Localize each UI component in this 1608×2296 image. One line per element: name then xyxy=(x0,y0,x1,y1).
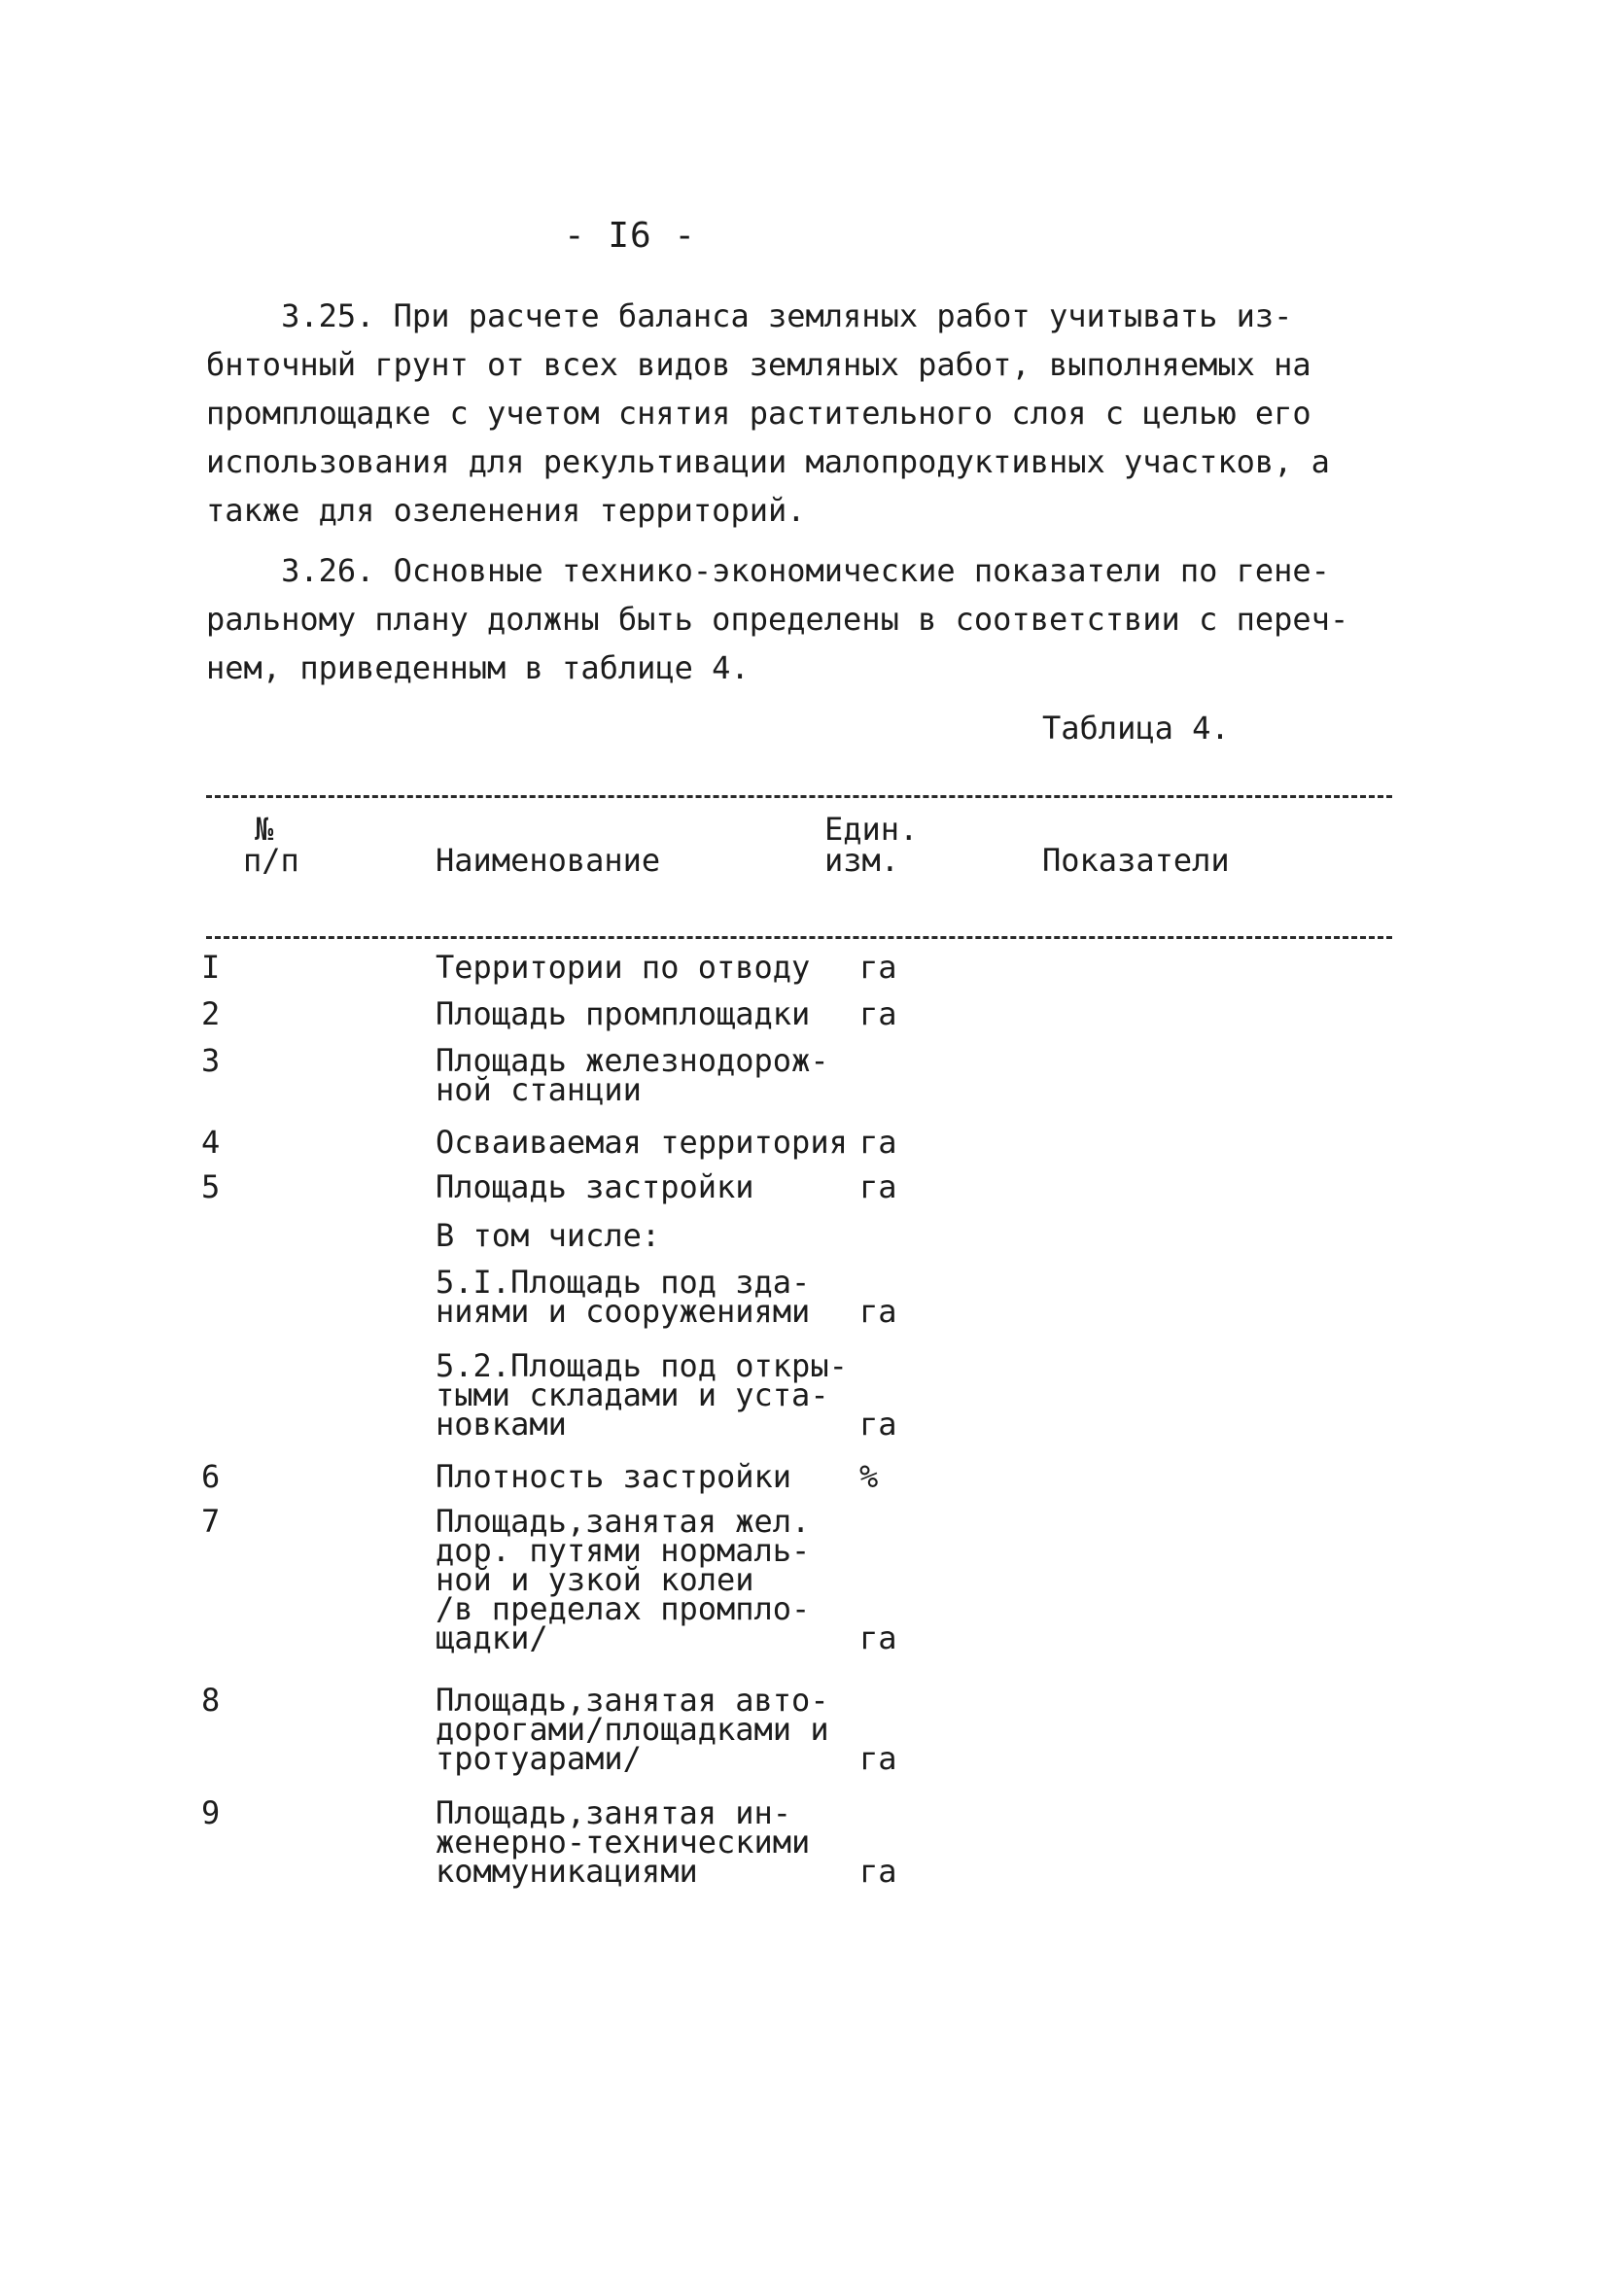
row-name-line: Площадь,занятая жел. xyxy=(436,1503,811,1540)
row-name-line: тыми складами и уста- xyxy=(436,1376,829,1413)
row-name xyxy=(436,1168,754,1205)
row-name xyxy=(436,1794,811,1890)
row-unit: га xyxy=(859,1124,897,1161)
paragraph-3-26 xyxy=(206,546,1412,692)
row-name-line: дорогами/площадками и xyxy=(436,1711,829,1748)
row-unit: га xyxy=(859,949,897,986)
row-name-line: Территории по отводу xyxy=(436,949,811,986)
table-caption: Таблица 4. xyxy=(1042,710,1230,747)
row-unit: га xyxy=(859,1406,897,1443)
header-unit-line1: Един. xyxy=(824,811,919,848)
row-name-line: Площадь промплощадки xyxy=(436,995,811,1032)
header-name: Наименование xyxy=(436,842,661,879)
paragraph-line: 3.25. При расчете баланса земляных работ учитывать из- xyxy=(206,297,1293,334)
row-number: 3 xyxy=(201,1042,221,1079)
row-unit: га xyxy=(859,1740,897,1777)
row-name-line: Плотность застройки xyxy=(436,1458,792,1495)
row-number: I xyxy=(201,949,221,986)
table-top-rule xyxy=(206,795,1392,798)
header-num-symbol: № xyxy=(255,811,274,848)
paragraph-line: ральному плану должны быть определены в соответствии с переч- xyxy=(206,601,1349,638)
row-name xyxy=(436,1042,829,1108)
page-number: - I6 - xyxy=(564,216,697,256)
row-name xyxy=(436,1264,811,1330)
row-name xyxy=(436,1682,829,1777)
paragraph-line: 3.26. Основные технико-экономические показатели по гене- xyxy=(206,552,1330,589)
row-name xyxy=(436,1217,661,1254)
row-number: 9 xyxy=(201,1794,221,1831)
row-unit: % xyxy=(859,1458,879,1495)
row-name xyxy=(436,1503,811,1656)
row-name-line: тротуарами/ xyxy=(436,1740,642,1777)
row-name-line: ниями и сооружениями xyxy=(436,1293,811,1330)
header-values: Показатели xyxy=(1042,842,1230,879)
row-name-line: 5.2.Площадь под откры- xyxy=(436,1347,848,1384)
row-number: 2 xyxy=(201,995,221,1032)
row-name-line: женерно-техническими xyxy=(436,1824,811,1861)
paragraph-line: промплощадке с учетом снятия растительного слоя с целью его xyxy=(206,395,1311,432)
row-name xyxy=(436,995,811,1032)
row-name-line: /в пределах промпло- xyxy=(436,1590,811,1627)
row-name xyxy=(436,1347,848,1443)
paragraph-line: также для озеленения территорий. xyxy=(206,492,806,529)
row-name-line: щадки/ xyxy=(436,1619,548,1656)
row-number: 4 xyxy=(201,1124,221,1161)
row-name-line: 5.I.Площадь под зда- xyxy=(436,1264,811,1301)
row-name-line: Площадь,занятая ин- xyxy=(436,1794,792,1831)
row-name-line: Площадь,занятая авто- xyxy=(436,1682,829,1719)
paragraph-line: нем, приведенным в таблице 4. xyxy=(206,649,750,686)
row-unit: га xyxy=(859,995,897,1032)
paragraph-3-25 xyxy=(206,292,1412,535)
paragraph-line: использования для рекультивации малопродуктивных участков, а xyxy=(206,443,1330,480)
table-header-rule xyxy=(206,936,1392,939)
row-name xyxy=(436,1124,848,1161)
row-number: 7 xyxy=(201,1503,221,1540)
row-name-line: новками xyxy=(436,1406,567,1443)
row-name-line: коммуникациями xyxy=(436,1853,698,1890)
header-unit-line2: изм. xyxy=(824,842,900,879)
row-name-line: Осваиваемая территория xyxy=(436,1124,848,1161)
row-name xyxy=(436,949,811,986)
row-name-line: ной и узкой колеи xyxy=(436,1561,754,1598)
row-name-line: дор. путями нормаль- xyxy=(436,1532,811,1569)
row-name xyxy=(436,1458,792,1495)
row-number: 6 xyxy=(201,1458,221,1495)
row-name-line: Площадь застройки xyxy=(436,1168,754,1205)
row-unit: га xyxy=(859,1293,897,1330)
row-number: 5 xyxy=(201,1168,221,1205)
row-unit: га xyxy=(859,1168,897,1205)
row-unit: га xyxy=(859,1853,897,1890)
row-number: 8 xyxy=(201,1682,221,1719)
row-unit: га xyxy=(859,1619,897,1656)
paragraph-line: бнточный грунт от всех видов земляных работ, выполняемых на xyxy=(206,346,1311,383)
row-name-line: Площадь железнодорож- xyxy=(436,1042,829,1079)
row-name-line: В том числе: xyxy=(436,1217,661,1254)
row-name-line: ной станции xyxy=(436,1071,642,1108)
header-num: п/п xyxy=(243,842,299,879)
